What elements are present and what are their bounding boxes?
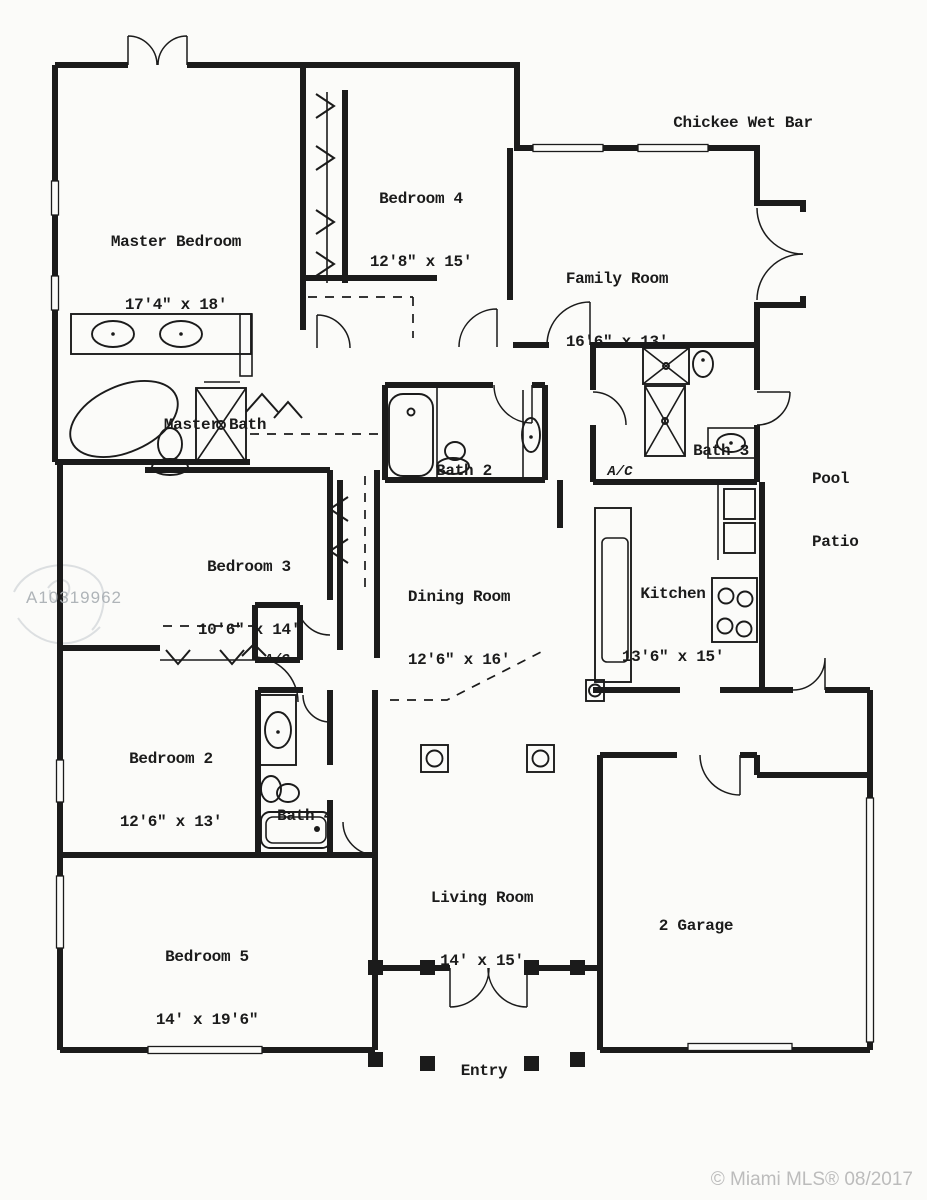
label-living-room: Living Room 14' x 15' xyxy=(430,889,534,970)
label-bedroom-2: Bedroom 2 12'6" x 13' xyxy=(119,750,223,831)
label-bath-2: Bath 2 xyxy=(436,462,492,480)
tub xyxy=(389,394,433,476)
appliance xyxy=(724,523,755,553)
garage-door xyxy=(688,1044,792,1051)
label-ac-unit-2: A/C xyxy=(264,652,290,668)
label-entry: Entry xyxy=(460,1062,508,1080)
label-bedroom-5: Bedroom 5 14' x 19'6" xyxy=(155,948,259,1029)
appliance xyxy=(724,489,755,519)
label-bedroom-3: Bedroom 3 10'6" x 14' xyxy=(197,558,301,639)
toilet xyxy=(693,351,713,377)
label-family-room: Family Room 16'6" x 13' xyxy=(565,270,669,351)
garage-entry-door xyxy=(700,755,740,795)
label-bath-4: Bath 4 xyxy=(277,807,333,825)
label-ac-unit-1: A/C xyxy=(607,464,633,480)
columns xyxy=(421,680,604,772)
mls-listing-id-watermark: A10319962 xyxy=(26,588,122,607)
entry-door-left xyxy=(450,968,489,1007)
label-bath-3: Bath 3 xyxy=(693,442,749,460)
label-master-bath: Master Bath xyxy=(163,416,267,434)
label-kitchen: Kitchen 13'6" x 15' xyxy=(621,585,725,666)
label-dining-room: Dining Room 12'6" x 16' xyxy=(407,588,511,669)
entry-door-right xyxy=(488,968,527,1007)
label-master-bedroom: Master Bedroom 17'4" x 18' xyxy=(110,233,242,314)
patio-french-door xyxy=(757,208,803,254)
copyright-watermark: © Miami MLS® 08/2017 xyxy=(710,1169,913,1190)
label-chickee-wet-bar: Chickee Wet Bar xyxy=(673,114,813,132)
double-vanity xyxy=(71,314,251,354)
label-bedroom-4: Bedroom 4 12'8" x 15' xyxy=(369,190,473,271)
label-pool-patio: Pool Patio xyxy=(812,470,859,551)
label-garage: 2 Garage xyxy=(658,917,734,935)
sink xyxy=(265,712,291,748)
